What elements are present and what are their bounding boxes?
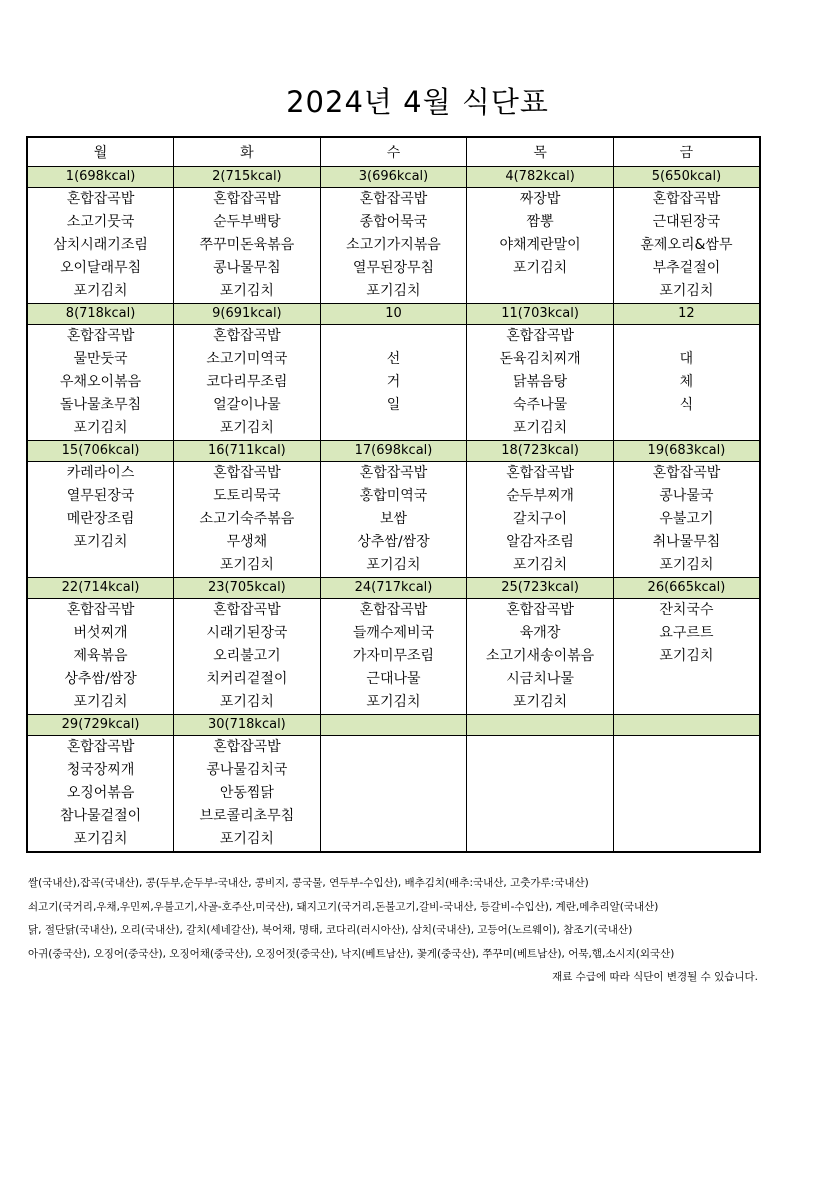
change-notice: 재료 수급에 따라 식단이 변경될 수 있습니다. bbox=[552, 971, 758, 983]
menu-item: 순두부찌개 bbox=[506, 488, 574, 504]
date-cell: 12 bbox=[613, 304, 760, 325]
menu-item: 카레라이스 bbox=[66, 465, 135, 481]
menu-item: 치커리겉절이 bbox=[206, 671, 288, 687]
menu-item: 혼합잡곡밥 bbox=[213, 328, 281, 344]
menu-item bbox=[614, 828, 759, 851]
menu-item: 코다리무조림 bbox=[206, 374, 288, 390]
meal-row bbox=[27, 325, 760, 441]
menu-item: 거 bbox=[386, 374, 401, 390]
date-row bbox=[27, 441, 760, 462]
menu-item: 일 bbox=[386, 397, 401, 413]
date-row bbox=[27, 304, 760, 325]
menu-item bbox=[321, 417, 467, 440]
menu-item bbox=[321, 828, 467, 851]
menu-item: 들깨수제비국 bbox=[352, 625, 435, 641]
meal-row bbox=[27, 599, 760, 715]
meal-cell bbox=[613, 736, 760, 853]
menu-item: 버섯찌개 bbox=[73, 625, 128, 641]
menu-item: 혼합잡곡밥 bbox=[652, 465, 721, 481]
menu-item: 닭볶음탕 bbox=[513, 374, 568, 390]
menu-item: 얼갈이나물 bbox=[213, 397, 281, 413]
menu-item: 혼합잡곡밥 bbox=[652, 191, 721, 207]
menu-item bbox=[321, 782, 467, 805]
menu-item: 부추겉절이 bbox=[652, 260, 721, 276]
menu-item bbox=[321, 325, 467, 348]
menu-item: 포기김치 bbox=[219, 420, 274, 436]
menu-item: 혼합잡곡밥 bbox=[66, 739, 135, 755]
menu-item: 메란장조림 bbox=[66, 511, 135, 527]
meal-cell bbox=[467, 599, 614, 715]
date-cell: 30(718kcal) bbox=[174, 715, 321, 736]
date-cell bbox=[320, 715, 467, 736]
menu-item: 포기김치 bbox=[73, 283, 128, 299]
meal-cell bbox=[27, 188, 174, 304]
origin-note: 아귀(중국산), 오징어(중국산), 오징어채(중국산), 오징어젓(중국산), 낙지(베트남산), 꽃게(중국산), 쭈꾸미(베트남산), 어묵,햄,소시지(외국산) bbox=[28, 947, 675, 960]
menu-item bbox=[467, 280, 613, 303]
meal-cell bbox=[320, 736, 467, 853]
menu-item bbox=[467, 736, 613, 759]
date-cell: 23(705kcal) bbox=[174, 578, 321, 599]
origin-notes bbox=[28, 872, 768, 990]
menu-item: 포기김치 bbox=[73, 831, 128, 847]
date-cell: 10 bbox=[320, 304, 467, 325]
menu-item: 도토리묵국 bbox=[213, 488, 281, 504]
menu-item: 우채오이볶음 bbox=[59, 374, 142, 390]
meal-table bbox=[26, 136, 761, 853]
date-cell: 1(698kcal) bbox=[27, 167, 174, 188]
menu-item bbox=[614, 417, 759, 440]
menu-item: 식 bbox=[679, 397, 694, 413]
menu-item bbox=[28, 554, 173, 577]
menu-item: 제육볶음 bbox=[73, 648, 128, 664]
date-cell: 8(718kcal) bbox=[27, 304, 174, 325]
menu-item: 짜장밥 bbox=[519, 191, 561, 207]
menu-item: 오리불고기 bbox=[213, 648, 281, 664]
menu-item bbox=[614, 325, 759, 348]
menu-item bbox=[467, 759, 613, 782]
origin-note: 쇠고기(국거리,우채,우민찌,우불고기,사골-호주산,미국산), 돼지고기(국거리,돈불고기,갈비-국내산, 등갈비-수입산), 계란,메추리알(국내산) bbox=[28, 900, 659, 913]
meal-cell bbox=[320, 325, 467, 441]
menu-item bbox=[321, 759, 467, 782]
meal-row bbox=[27, 736, 760, 853]
date-cell: 15(706kcal) bbox=[27, 441, 174, 462]
menu-item: 포기김치 bbox=[219, 831, 274, 847]
menu-item: 열무된장국 bbox=[66, 488, 135, 504]
menu-item: 소고기숙주볶음 bbox=[199, 511, 295, 527]
date-cell bbox=[613, 715, 760, 736]
menu-item bbox=[614, 668, 759, 691]
meal-cell bbox=[27, 599, 174, 715]
menu-item: 무생채 bbox=[226, 534, 268, 550]
menu-item: 혼합잡곡밥 bbox=[66, 191, 135, 207]
menu-item: 우불고기 bbox=[659, 511, 714, 527]
meal-cell bbox=[467, 462, 614, 578]
meal-cell bbox=[613, 188, 760, 304]
date-cell: 24(717kcal) bbox=[320, 578, 467, 599]
menu-item bbox=[614, 805, 759, 828]
menu-item: 소고기가지볶음 bbox=[346, 237, 441, 253]
weekday-wed: 수 bbox=[320, 137, 467, 167]
meal-cell bbox=[320, 599, 467, 715]
menu-item: 취나물무침 bbox=[652, 534, 721, 550]
menu-item: 갈치구이 bbox=[513, 511, 568, 527]
meal-cell bbox=[174, 599, 321, 715]
menu-item: 홍합미역국 bbox=[359, 488, 428, 504]
menu-item: 육개장 bbox=[519, 625, 561, 641]
menu-item: 혼합잡곡밥 bbox=[213, 739, 281, 755]
menu-item: 혼합잡곡밥 bbox=[506, 465, 574, 481]
meal-cell bbox=[27, 325, 174, 441]
menu-item: 잔치국수 bbox=[659, 602, 714, 618]
menu-item: 혼합잡곡밥 bbox=[506, 328, 574, 344]
menu-item: 돌나물초무침 bbox=[59, 397, 142, 413]
meal-row bbox=[27, 462, 760, 578]
menu-item: 대 bbox=[679, 351, 694, 367]
weekday-header-row bbox=[27, 137, 760, 167]
date-cell: 19(683kcal) bbox=[613, 441, 760, 462]
date-cell: 26(665kcal) bbox=[613, 578, 760, 599]
menu-item: 가자미무조림 bbox=[352, 648, 435, 664]
menu-item bbox=[614, 691, 759, 714]
menu-item: 혼합잡곡밥 bbox=[66, 328, 135, 344]
menu-item: 순두부백탕 bbox=[213, 214, 281, 230]
menu-item: 종합어묵국 bbox=[359, 214, 428, 230]
menu-item: 포기김치 bbox=[219, 694, 274, 710]
date-cell: 25(723kcal) bbox=[467, 578, 614, 599]
menu-item: 혼합잡곡밥 bbox=[213, 465, 281, 481]
menu-item: 포기김치 bbox=[73, 534, 128, 550]
menu-item: 포기김치 bbox=[659, 283, 714, 299]
menu-item: 콩나물무침 bbox=[213, 260, 281, 276]
weekday-thu: 목 bbox=[467, 137, 614, 167]
menu-item: 숙주나물 bbox=[513, 397, 568, 413]
menu-item: 포기김치 bbox=[366, 694, 421, 710]
date-row bbox=[27, 715, 760, 736]
weekday-fri: 금 bbox=[613, 137, 760, 167]
weekday-mon: 월 bbox=[27, 137, 174, 167]
menu-item: 참나물겉절이 bbox=[59, 808, 142, 824]
date-cell: 16(711kcal) bbox=[174, 441, 321, 462]
date-cell: 5(650kcal) bbox=[613, 167, 760, 188]
date-cell: 11(703kcal) bbox=[467, 304, 614, 325]
menu-item bbox=[614, 759, 759, 782]
menu-item: 혼합잡곡밥 bbox=[506, 602, 574, 618]
page-title: 2024년 4월 식단표 bbox=[286, 85, 549, 119]
menu-item bbox=[614, 736, 759, 759]
date-cell: 4(782kcal) bbox=[467, 167, 614, 188]
menu-item: 포기김치 bbox=[219, 557, 274, 573]
menu-item: 근대된장국 bbox=[652, 214, 721, 230]
menu-item bbox=[467, 782, 613, 805]
menu-item: 쭈꾸미돈육볶음 bbox=[199, 237, 295, 253]
menu-item: 포기김치 bbox=[73, 694, 128, 710]
menu-item: 청국장찌개 bbox=[66, 762, 135, 778]
menu-item bbox=[467, 828, 613, 851]
menu-item bbox=[614, 782, 759, 805]
menu-item: 시금치나물 bbox=[506, 671, 574, 687]
date-cell: 2(715kcal) bbox=[174, 167, 321, 188]
menu-item: 선 bbox=[386, 351, 401, 367]
date-row bbox=[27, 578, 760, 599]
menu-item: 알감자조림 bbox=[506, 534, 574, 550]
menu-item: 포기김치 bbox=[366, 283, 421, 299]
menu-item: 포기김치 bbox=[659, 557, 714, 573]
meal-cell bbox=[467, 325, 614, 441]
menu-item: 포기김치 bbox=[219, 283, 274, 299]
meal-cell bbox=[174, 736, 321, 853]
date-cell: 18(723kcal) bbox=[467, 441, 614, 462]
origin-note: 쌀(국내산),잡곡(국내산), 콩(두부,순두부-국내산, 콩비지, 콩국물, 연두부-수입산), 배추김치(배추:국내산, 고춧가루:국내산) bbox=[28, 877, 589, 889]
menu-item: 요구르트 bbox=[659, 625, 714, 641]
menu-item: 상추쌈/쌈장 bbox=[64, 671, 137, 687]
meal-cell bbox=[467, 188, 614, 304]
menu-item: 삼치시래기조림 bbox=[53, 237, 148, 253]
menu-item: 소고기새송이볶음 bbox=[485, 648, 595, 664]
weekday-tue: 화 bbox=[174, 137, 321, 167]
menu-item: 상추쌈/쌈장 bbox=[357, 534, 430, 550]
menu-item: 혼합잡곡밥 bbox=[213, 602, 281, 618]
menu-item: 포기김치 bbox=[73, 420, 128, 436]
menu-item: 포기김치 bbox=[366, 557, 421, 573]
menu-item: 포기김치 bbox=[513, 260, 568, 276]
menu-item: 훈제오리&쌈무 bbox=[640, 237, 733, 253]
menu-item: 오이달래무침 bbox=[59, 260, 142, 276]
menu-item: 돈육김치찌개 bbox=[499, 351, 581, 367]
menu-item: 짬뽕 bbox=[526, 214, 554, 230]
origin-note: 닭, 절단닭(국내산), 오리(국내산), 갈치(세네갈산), 북어채, 명태, 코다리(러시아산), 삼치(국내산), 고등어(노르웨이), 참조기(국내산) bbox=[28, 924, 633, 936]
menu-item: 혼합잡곡밥 bbox=[359, 465, 428, 481]
menu-item bbox=[321, 736, 467, 759]
meal-cell bbox=[27, 736, 174, 853]
menu-item: 야채계란말이 bbox=[499, 237, 581, 253]
menu-item: 오징어볶음 bbox=[66, 785, 135, 801]
meal-cell bbox=[27, 462, 174, 578]
meal-cell bbox=[613, 462, 760, 578]
menu-item: 시래기된장국 bbox=[206, 625, 288, 641]
meal-cell bbox=[320, 188, 467, 304]
date-cell: 29(729kcal) bbox=[27, 715, 174, 736]
meal-cell bbox=[467, 736, 614, 853]
menu-item: 브로콜리초무침 bbox=[199, 808, 295, 824]
meal-cell bbox=[320, 462, 467, 578]
meal-cell bbox=[174, 188, 321, 304]
menu-item: 소고기뭇국 bbox=[66, 214, 135, 230]
date-cell: 22(714kcal) bbox=[27, 578, 174, 599]
date-cell: 3(696kcal) bbox=[320, 167, 467, 188]
menu-item bbox=[321, 805, 467, 828]
menu-item: 근대나물 bbox=[366, 671, 421, 687]
menu-item: 포기김치 bbox=[513, 420, 568, 436]
menu-item: 포기김치 bbox=[659, 648, 714, 664]
menu-item: 포기김치 bbox=[513, 694, 568, 710]
date-cell: 17(698kcal) bbox=[320, 441, 467, 462]
menu-item: 혼합잡곡밥 bbox=[213, 191, 281, 207]
menu-item: 혼합잡곡밥 bbox=[66, 602, 135, 618]
menu-item: 콩나물김치국 bbox=[206, 762, 288, 778]
meal-cell bbox=[174, 325, 321, 441]
meal-cell bbox=[613, 325, 760, 441]
menu-item bbox=[467, 805, 613, 828]
menu-item: 포기김치 bbox=[513, 557, 568, 573]
menu-item: 체 bbox=[679, 374, 694, 390]
date-cell bbox=[467, 715, 614, 736]
menu-item: 열무된장무침 bbox=[352, 260, 435, 276]
meal-cell bbox=[613, 599, 760, 715]
menu-item: 보쌈 bbox=[379, 511, 408, 527]
meal-cell bbox=[174, 462, 321, 578]
date-row bbox=[27, 167, 760, 188]
date-cell: 9(691kcal) bbox=[174, 304, 321, 325]
menu-item: 소고기미역국 bbox=[206, 351, 288, 367]
menu-item: 콩나물국 bbox=[659, 488, 714, 504]
menu-item: 안동찜닭 bbox=[219, 785, 274, 801]
meal-row bbox=[27, 188, 760, 304]
menu-item: 혼합잡곡밥 bbox=[359, 602, 428, 618]
menu-item: 혼합잡곡밥 bbox=[359, 191, 428, 207]
menu-item: 물만둣국 bbox=[73, 351, 128, 367]
